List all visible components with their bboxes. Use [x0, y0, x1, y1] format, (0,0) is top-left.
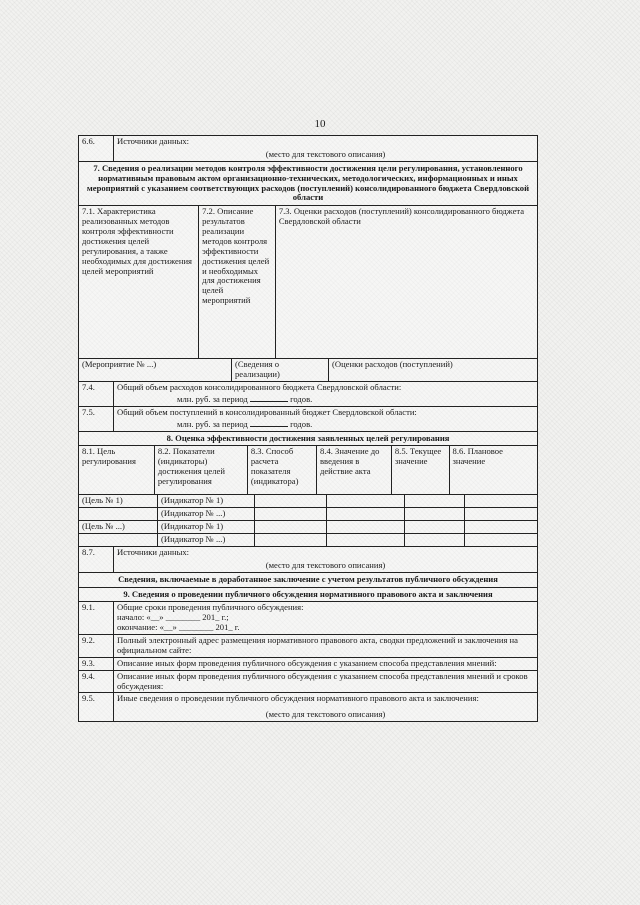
row-label: Источники данных:	[117, 546, 190, 557]
row-9-1	[79, 601, 537, 634]
report-table	[78, 135, 538, 722]
table-row	[79, 494, 537, 507]
section-8-title: 8. Оценка эффективности достижения заявленных целей регулирования	[166, 432, 450, 443]
table-row	[79, 533, 537, 546]
measure-field: (Мероприятие № ...)	[82, 359, 157, 370]
row-label: Общий объем расходов консолидированного бюджета Свердловской области:	[117, 382, 402, 392]
row-6-6	[79, 136, 537, 161]
years-label: годов.	[290, 418, 313, 429]
col-8-6-header: 8.6. Плановое значение	[449, 446, 537, 494]
text-placeholder: (место для текстового описания)	[265, 709, 386, 720]
goal-cell: (Цель № 1)	[82, 495, 123, 506]
row-number: 9.2.	[82, 635, 95, 645]
goal-cell	[79, 534, 157, 546]
text-placeholder: (место для текстового описания)	[265, 559, 386, 570]
row-number: 9.3.	[82, 657, 95, 668]
row-9-5	[79, 692, 537, 721]
section-9-title: 9. Сведения о проведении публичного обсуждения нормативного правового акта и заключения	[123, 588, 493, 599]
row-text: Описание иных форм проведения публичного обсуждения с указанием способа представления мнений и сроков обсуждения:	[113, 671, 537, 693]
row-9-2	[79, 634, 537, 657]
amount-label: млн. руб. за период	[177, 418, 248, 429]
start-date: начало: «__» ________ 201_ г.;	[117, 612, 229, 623]
row-7-5	[79, 406, 537, 431]
text-placeholder: (место для текстового описания)	[265, 148, 386, 159]
col-7-1-header: 7.1. Характеристика реализованных методов контроля эффективности достижения целей регулирования, а также необходимых для достижения целей мероприятий	[82, 206, 193, 276]
table-row	[79, 520, 537, 533]
row-label: Источники данных:	[117, 136, 190, 146]
indicator-cell: (Индикатор № 1)	[157, 495, 254, 507]
end-date: окончание: «__» ________ 201_ г.	[117, 622, 240, 633]
row-label: Общие сроки проведения публичного обсуждения:	[117, 602, 304, 613]
period-blank	[250, 418, 288, 427]
years-label: годов.	[290, 393, 313, 404]
indicator-cell: (Индикатор № 1)	[157, 521, 254, 533]
section-7-title: 7. Сведения о реализации методов контроля эффективности достижения цели регулирования, установленного нормативным правовым актом организационно-технических, методологических, информационных и иных мероприятий с указанием соответствующих расходов (поступлений) консолидированного бюджета Свердловской области	[86, 162, 530, 203]
table-8-header	[79, 445, 537, 494]
implementation-field: (Сведения о реализации)	[231, 359, 328, 381]
revised-conclusion-heading: Сведения, включаемые в доработанное заключение с учетом результатов публичного обсуждения	[118, 573, 498, 584]
row-8-7	[79, 546, 537, 572]
row-7-4	[79, 381, 537, 406]
page-number: 10	[314, 118, 326, 130]
goal-cell	[79, 508, 157, 520]
table-7-footer	[79, 358, 537, 381]
row-label: Общий объем поступлений в консолидированный бюджет Свердловской области:	[117, 406, 417, 417]
row-text: Описание иных форм проведения публичного обсуждения с указанием способа представления мнений:	[113, 658, 537, 670]
indicator-cell: (Индикатор № ...)	[157, 534, 254, 546]
row-number: 6.6.	[82, 136, 95, 146]
row-number: 7.4.	[82, 382, 95, 392]
row-text: Иные сведения о проведении публичного обсуждения нормативного правового акта и заключения:	[117, 693, 479, 704]
row-number: 9.5.	[82, 693, 95, 704]
row-number: 9.1.	[82, 602, 95, 613]
estimate-field: (Оценки расходов (поступлений)	[328, 359, 537, 381]
row-9-3	[79, 657, 537, 670]
col-8-5-header: 8.5. Текущее значение	[391, 446, 449, 494]
col-8-1-header: 8.1. Цель регулирования	[82, 446, 136, 467]
amount-label: млн. руб. за период	[177, 393, 248, 404]
row-number: 9.4.	[82, 670, 95, 681]
col-8-2-header: 8.2. Показатели (индикаторы) достижения целей регулирования	[154, 446, 247, 494]
col-8-3-header: 8.3. Способ расчета показателя (индикатора)	[247, 446, 316, 494]
row-9-4	[79, 670, 537, 693]
period-blank	[250, 393, 288, 402]
col-7-3-header: 7.3. Оценки расходов (поступлений) консолидированного бюджета Свердловской области	[275, 206, 537, 358]
table-row	[79, 507, 537, 520]
row-text: Полный электронный адрес размещения нормативного правового акта, сводки предложений и заключения на официальном сайте:	[113, 635, 537, 657]
col-8-4-header: 8.4. Значение до введения в действие акта	[316, 446, 391, 494]
indicator-cell: (Индикатор № ...)	[157, 508, 254, 520]
goal-cell: (Цель № ...)	[82, 521, 125, 532]
table-7-header	[79, 205, 537, 358]
row-number: 8.7.	[82, 546, 95, 557]
col-7-2-header: 7.2. Описание результатов реализации методов контроля эффективности достижения целей и необходимых для достижения целей мероприятий	[198, 206, 275, 358]
row-number: 7.5.	[82, 406, 95, 417]
